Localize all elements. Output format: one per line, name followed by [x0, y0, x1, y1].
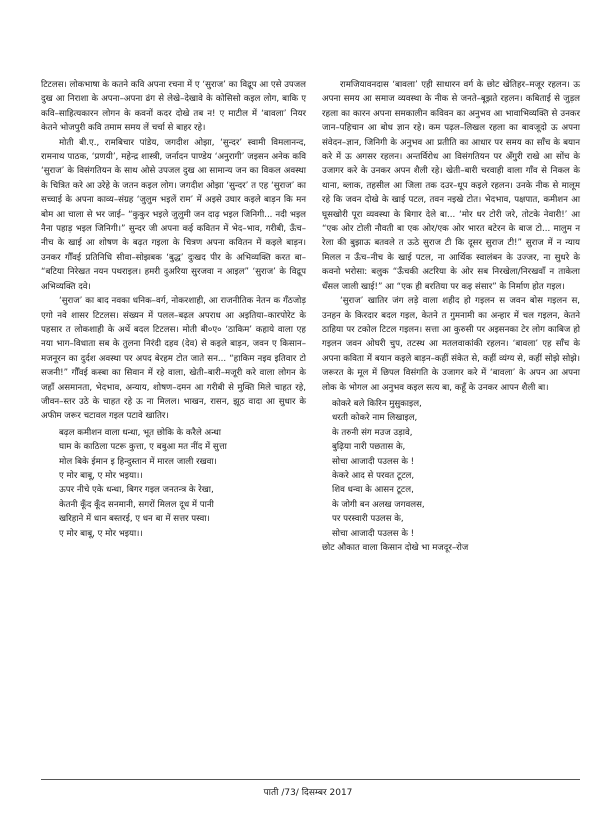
poem-line: घाम के काठिला पटरू कुत्ता, ए बबुआ मत नींद में सुत्ता [59, 442, 227, 453]
paragraph: ‘सुराज’ का बाद नवका धनिक–वर्ग, नोकरशाही, आ राजनीतिक नेतन क गँठजोड़ एगो नवे शासर टिटलस। संख्यन में पलल–बढ़ल अपराध आ अइतिया–कारपोरेट के पहसार त लोकशाही के अर्थे बदल टिटलस। मोती बी०ए० ‘ठाकिम’ कहाये वाला एह नया भाग–विधाता सब के तुलना निरंदी दहव (देव) से कइले बाड़न, जवन ए किसान–मजनूरन का दुर्दश अवस्था पर अपद बेरहम टोत जाते सन... “हाकिम नइव इतिवार टो सजनी!” गौँवई कस्बा का सिवान में रहे वाला, खेती–बारी–मजूरी करे वाला लोगन के जहाँ असमानता, भेदभाव, अन्याय, शोषण–दमन आ गरीबी से मुक्ति मिले चाहत रहे, जीवन–स्तर उठे के चाहत रहे ऊ ना मिलल। भाखन, रासन, झूठ वादा आ सुधार के अफीम जरूर चटावल गइल पटावे खातिर। [41, 296, 306, 422]
poem-line: के जोगी बन अलख जगवलस, [332, 499, 425, 510]
footer-rule [41, 779, 580, 780]
poem-line: बढ़ल कमीशन वाला धन्धा, भूत छोकि के करैले अन्धा [59, 427, 221, 438]
paragraph: ‘सुराज’ खातिर जंग लड़े वाला शहीद हो गइलन स जवन बोस गइलन स, उनहन के किरदार बदल गइल, केतने त गुमनामी का अन्हार में चल गइलन, केतने ठाहिया पर टकोल टिटल गइलन। सत्ता आ कुरुसी पर अइसनका टेर लोग काबिज हो गइलन जवन ओघरी चुप, तटस्थ आ मतलवाकांकी रहलन। ‘बावला’ एह साँच के अपना कविता में बयान कइले बाड़न–कहीं संकेत से, कहीं व्यंग्य से, कहीं सोझे सोझे। जरूरत के मूल में छिपल विसंगति के उजागर करे में ‘बावला’ के अपन आ अपना लोक के भोगल आ अनुभव कइल सत्य बा, कहूँ के उनकर आपन शैली बा। [322, 296, 580, 393]
poem-line: के तरुनी संग मउज उड़ावे, [332, 427, 413, 438]
poem-stanza [41, 426, 306, 541]
poem-line: ऊपर नीचे एके धन्धा, बिगर गइल जनतन्त्र के रेखा, [59, 485, 214, 496]
poem-line: सोचा आजादी पउलस के ! [332, 528, 415, 539]
poem-line: ए मोर बाबू, ए मोर भइया।। [59, 528, 143, 539]
poem-line: खरिहाने में धान बस्तरई, ए धन बा में सत्तर पस्वा। [59, 514, 210, 525]
poem-line: कोकरे बले किरिन मुसुकाइल, [332, 398, 422, 409]
poem-line: केतनी कूँद कूँद सनमानी, सगरों मिलल दूध में पानी [59, 499, 214, 510]
poem-stanza [322, 397, 580, 555]
poem-line: पर परस्वारी पउलस के, [332, 514, 404, 525]
paragraph: रामजियावनदास ‘बावला’ एही साधारन वर्ग के छोट खेतिहर–मजूर रहलन। ऊ अपना समय आ समाज व्यवस्था के नीक से जनते–बूझते रहलन। कबिताई से जुड़ल रहला का कारन अपना समकालीन कविवन का अनुभव आ भावाभिव्यक्ति से उनकर जान–पहिचान आ बोध ज्ञान रहे। कम पढ़ल–लिखल रहला का बावजूदो ऊ अपना संवेदन–ज्ञान, जिनिगी के अनुभव आ प्रतीति का आधार पर समय का साँच के बयान करे में ऊ अगसर रहलन। अन्तर्विरोध आ विसंगतियन पर अँगुरी राखे आ सोंच के उजागर करे के उनकर अपन शैली रहे। खेती–बारी चरवाही वाला गाँव से निकल के थाना, ब्लाक, तहसील आ जिला तक दउर–धूप कइले रहलन। उनके नीक से मालूम रहे कि जवन दोखे के खाई पटल, तवन नइखे टोत। भेदभाव, पक्षपात, कमीशन आ घूसखोरी पूरा व्यवस्था के बिगार देले बा... ‘मोर धर टोरी जरे, तोटके नेवारी!’ आ “एक ओर टोली नौवती बा एक ओर/एक ओर भारत बटेरन के बाज टो... मालुम न रेला की बुझाऊ बतवले त ऊठे सुराज टी कि दूसर सुराज टी!” सुराज में न न्याय मिलल न ऊँच–नीच के खाई पटल, ना आर्थिक स्वालंबन के उज्जर, ना सुधरे के कवनो भरोसा: बलुक “ऊँचकी अटरिया के ओर सब निरखेला/निरखवाँ न ताकेला धँसल जाली खाई!” आ “एक ही बरतिया पर कइ संसार” के निर्माण होत गइल। [322, 80, 580, 292]
poem-line: छोट औकात वाला किसान दोखे भा मजदूर–रोज [322, 543, 469, 553]
poem-line: ए मोर बाबू, ए मोर भइया।। [59, 470, 143, 481]
paragraph: मोती बी.ए., रामबिचार पांडेय, जगदीश ओझा, ‘सुन्दर’ स्वामी विमलानन्द, रामनाथ पाठक, ‘प्रणयी’, महेन्द्र शास्त्री, जर्नादन पाण्डेय ‘अनुरागी’ जइसन अनेक कवि ‘सुराज’ के विसंगतियन के साथ ओसे उपजल दुख आ सामान्य जन का विकल अवस्था के चित्रित करे आ उरेहे के जतन कइल लोग। जगदीश ओझा ‘सुन्दर’ त एह ‘सुराज’ का सच्चाई के अपना काव्य–संग्रह ‘जुलुम भइलें राम’ में अइसे उघार कइले बाड़न कि मन बोम आ चाला से भर जाई– “कुकुर भइले जुलुमी जन दाढ़ भइल जिनिगी... नदी भइल नैना पहाड़ भइल जिनिगी।” सुन्दर जी अपना कई कवितन में भेद–भाव, गरीबी, ऊँच–नीच के खाई आ शोषण के बढ़त गइला के चित्रण अपना कवितन में कइले बाड़न। उनकर गौँवई प्रतिनिधि सीवा–सोझबक ‘बुद्ध’ दुःखद पीर के अभिव्यक्ति करत बा– “बटिया निरेखत नयन पथराइल। हमरी दुअरिया सुरजवा न आइल” ‘सुराज’ के विद्रूप अभिव्यक्ति दवे। [41, 137, 306, 292]
page-footer: पाती /73/ दिसम्बर 2017 [263, 788, 353, 798]
poem-line: शिव धन्वा के आसन टूटल, [332, 485, 414, 496]
right-column [322, 78, 580, 555]
left-column [41, 78, 306, 541]
poem-line: धरती कोकरे नाम लिखाइल, [332, 413, 418, 424]
poem-line: सोचा आजादी पउलस के ! [332, 456, 415, 467]
poem-line: केकरे आद से परवत टूटल, [332, 470, 415, 481]
poem-line: बुढ़िया नारी पछतास के, [332, 442, 406, 453]
poem-line: मोल बिके ईमान इ हिन्दुस्तान में मारल जाली रखवा। [59, 456, 217, 467]
paragraph: टिटलस। लोकभाषा के कतने कवि अपना रचना में ए ‘सुराज’ का विद्रूप आ एसे उपजल दुख आ निराशा के अपना–अपना ढंग से लेखे–देखावे के कोसिसो कइल लोग, बाकि ए कवि–साहित्यकारन लोगन के कवनों कदर दोखे तब न! ए माटील में ‘बावला’ नियर केतने भोजपुरी कवि तमाम समय लें चर्चा से बाहर रहे। [41, 80, 306, 134]
